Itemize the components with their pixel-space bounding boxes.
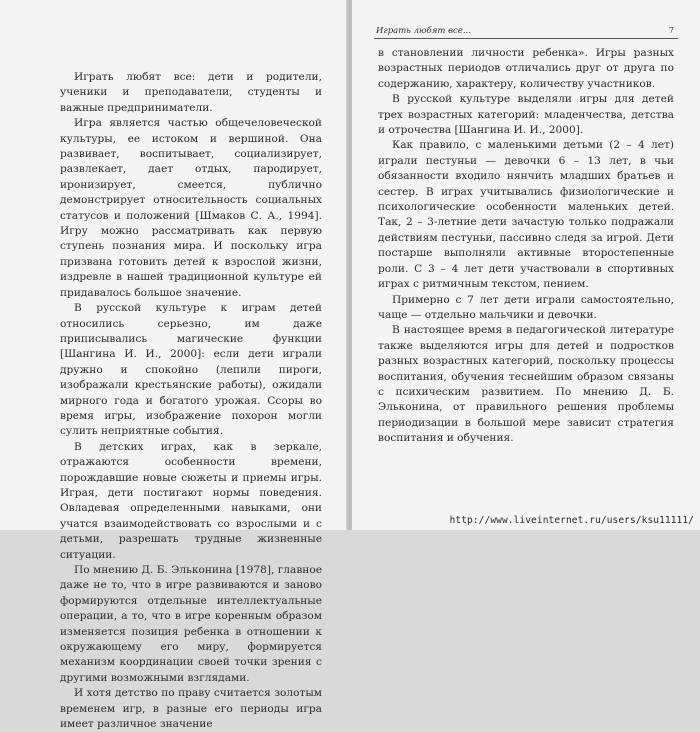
left-paragraph-5: По мнению Д. Б. Эльконина [1978], главное даже не то, что в игре развиваются и заново формируются отдельные интеллектуальные операции, а то, что в игре коренным образом изменяется позиция ребенка в отношении к окружающему его миру, формируется механизм координации своей точки зрения с другими возможными взглядами. xyxy=(60,564,322,684)
right-paragraph-5: В настоящее время в педагогической литературе также выделяются игры для детей и подростков разных возрастных категорий, поскольку процессы воспитания, обучения теснейшим образом связаны с психическим развитием. По мнению Д. Б. Эльконина, от правильного решения проблемы периодизации в большой мере зависит стратегия воспитания и обучения. xyxy=(378,324,674,445)
left-paragraph-1: Играть любят все: дети и родители, ученики и преподаватели, студенты и важные предприниматели. xyxy=(60,71,322,114)
left-paragraph-4: В детских играх, как в зеркале, отражаются особенности времени, порождавшие новые сюжеты и приемы игры. Играя, дети постигают нормы поведения. Овладевая определенными навыками, они учатся взаимодействовать со взрослыми и с детьми, разрешать трудные жизненные ситуации. xyxy=(60,440,322,561)
running-head xyxy=(374,26,678,39)
right-paragraph-3: Как правило, с маленькими детьми (2 – 4 лет) играли пестуньи — девочки 6 – 13 лет, в чьи обязанности входило нянчить младших братьев и сестер. В играх учитывались физиологические и психологические особенности маленьких детей. Так, 2 – 3-летние дети зачастую только подражали действиям пестуньи, пассивно следя за игрой. Дети постарше выполняли активные второстепенные роли. С 3 – 4 лет дети участвовали в спортивных играх с ритмичным текстом, пением. xyxy=(378,139,674,291)
left-paragraph-3: В русской культуре к играм детей относились серьезно, им даже приписывались магические функции [Шангина И. И., 2000]: если дети играли дружно и спокойно (лепили пироги, изображали крестьянские работы), ожидали мирного года и богатого урожая. Ссоры во время игры, изображение похорон могли сулить неприятные события. xyxy=(60,302,322,438)
right-paragraph-2: В русской культуре выделяли игры для детей трех возрастных категорий: младенчества, детства и отрочества [Шангина И. И., 2000]. xyxy=(378,93,674,137)
page-number: 7 xyxy=(668,26,674,36)
running-head-title: Играть любят все... xyxy=(376,26,471,36)
right-page-body xyxy=(378,46,674,447)
left-page xyxy=(0,0,348,731)
right-paragraph-1: в становлении личности ребенка». Игры разных возрастных периодов отличались друг от друга по содержанию, характеру, количеству участников. xyxy=(378,47,674,90)
left-page-body xyxy=(60,70,322,732)
right-page xyxy=(352,0,700,530)
left-paragraph-2: Игра является частью общечеловеческой культуры, ее истоком и вершиной. Она развивает, воспитывает, социализирует, развлекает, дает отдых, пародирует, иронизирует, смеется, публично демонстрирует относительность социальных статусов и положений [Шмаков С. А., 1994]. Игру можно рассматривать как первую ступень познания мира. И поскольку игра призвана готовить детей к взрослой жизни, издревле в нашей традиционной культуре ей придавалось большое значение. xyxy=(60,117,322,299)
source-watermark: http://www.liveinternet.ru/users/ksu11111/ xyxy=(449,515,694,526)
right-paragraph-4: Примерно с 7 лет дети играли самостоятельно, чаще — отдельно мальчики и девочки. xyxy=(378,293,674,321)
left-paragraph-6: И хотя детство по праву считается золотым временем игр, в разные его периоды игра имеет различное значение xyxy=(60,687,322,731)
